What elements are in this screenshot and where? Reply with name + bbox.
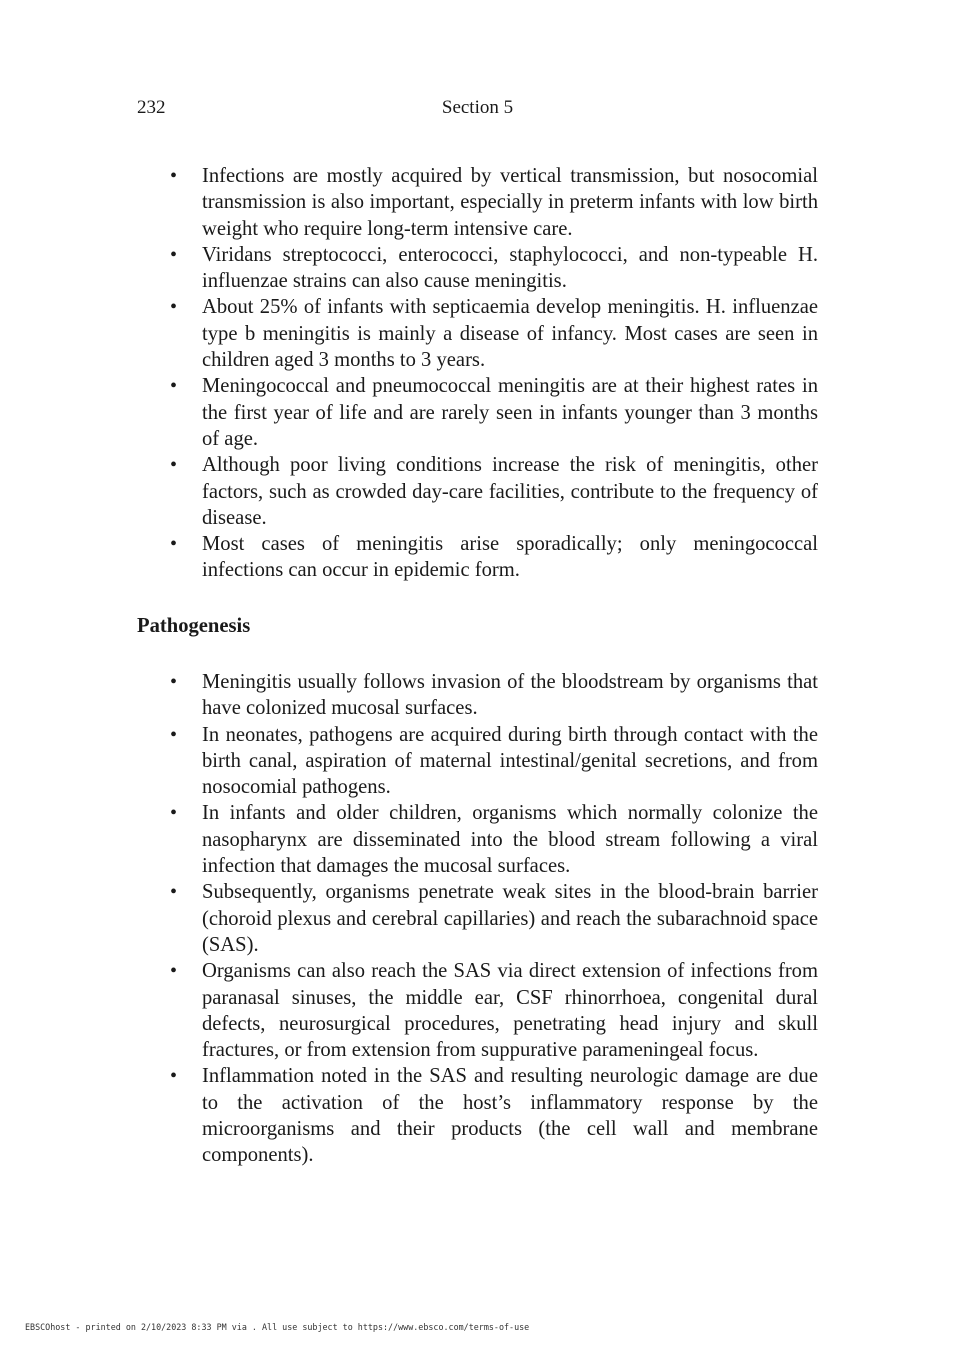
bullet-list-pathogenesis — [0, 669, 818, 1169]
list-item: • Infections are mostly acquired by vertical transmission, but nosocomial transmission is also important, especially in preterm infants with low birth weight who require long-term intensive care. — [0, 163, 818, 242]
list-item: • Although poor living conditions increase the risk of meningitis, other factors, such as crowded day-care facilities, contribute to the frequency of disease. — [0, 452, 818, 531]
list-item: • Organisms can also reach the SAS via direct extension of infections from paranasal sinuses, the middle ear, CSF rhinorrhoea, congenital dural defects, neurosurgical procedures, penetrating head injury and skull fractures, or from extension from suppurative parameningeal focus. — [0, 958, 818, 1063]
list-item: • In neonates, pathogens are acquired during birth through contact with the birth canal, aspiration of maternal intestinal/genital secretions, and from nosocomial pathogens. — [0, 722, 818, 801]
list-item: • Subsequently, organisms penetrate weak sites in the blood-brain barrier (choroid plexus and cerebral capillaries) and reach the subarachnoid space (SAS). — [0, 879, 818, 958]
list-item: • Inflammation noted in the SAS and resulting neurologic damage are due to the activation of the host’s inflammatory response by the microorganisms and their products (the cell wall and membrane components). — [0, 1063, 818, 1168]
list-item: • About 25% of infants with septicaemia develop meningitis. H. influenzae type b meningitis is mainly a disease of infancy. Most cases are seen in children aged 3 months to 3 years. — [0, 294, 818, 373]
list-item: • Most cases of meningitis arise sporadically; only meningococcal infections can occur in epidemic form. — [0, 531, 818, 584]
list-item: • Meningococcal and pneumococcal meningitis are at their highest rates in the first year of life and are rarely seen in infants younger than 3 months of age. — [0, 373, 818, 452]
list-item: • Meningitis usually follows invasion of the bloodstream by organisms that have colonized mucosal surfaces. — [0, 669, 818, 722]
running-head: Section 5 — [441, 97, 514, 118]
page-number: 232 — [137, 97, 166, 118]
list-item: • In infants and older children, organisms which normally colonize the nasopharynx are disseminated into the blood stream following a viral infection that damages the mucosal surfaces. — [0, 800, 818, 879]
list-item: • Viridans streptococci, enterococci, staphylococci, and non-typeable H. influenzae strains can also cause meningitis. — [0, 242, 818, 295]
section-heading: Pathogenesis — [137, 615, 251, 637]
bullet-list-epidemiology — [0, 163, 818, 584]
print-footer: EBSCOhost - printed on 2/10/2023 8:33 PM via . All use subject to https://www.ebsco.com/terms-of-use — [25, 1322, 530, 1332]
